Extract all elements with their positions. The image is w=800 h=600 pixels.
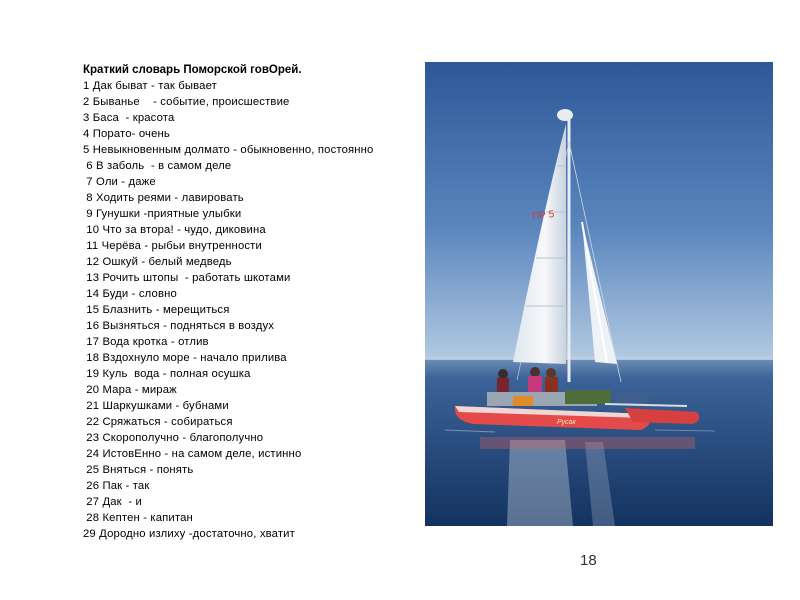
sail-reflection [507, 440, 573, 526]
masthead-float [557, 109, 573, 121]
catamaran-photo [425, 62, 773, 526]
glossary-entry: 15 Блазнить - мерещиться [83, 304, 230, 316]
crew-member [497, 378, 509, 392]
glossary-entry: 5 Невыкновенным долмато - обыкновенно, постоянно [83, 144, 374, 156]
deck-gear [565, 390, 611, 404]
glossary-entry: 21 Шаркушками - бубнами [83, 400, 229, 412]
glossary-entry: 9 Гунушки -приятные улыбки [83, 208, 242, 220]
glossary-entry: 12 Ошкуй - белый медведь [83, 256, 232, 268]
crew-member [545, 377, 558, 393]
glossary-entry: 1 Дак быват - так бывает [83, 80, 217, 92]
glossary-entry: 17 Вода кротка - отлив [83, 336, 209, 348]
deck-gear [615, 392, 649, 404]
glossary-entry: 22 Сряжаться - собираться [83, 416, 233, 428]
glossary-entry: 19 Куль вода - полная осушка [83, 368, 251, 380]
hull-name: Русак [557, 419, 576, 426]
glossary-entry: 26 Пак - так [83, 480, 150, 492]
glossary-title: Краткий словарь Поморской говОрей. [83, 64, 302, 76]
glossary-entry: 13 Рочить штопы - работать шкотами [83, 272, 291, 284]
glossary-entry: 2 Быванье - событие, происшествие [83, 96, 290, 108]
sail-number: ПР 5 [531, 209, 555, 223]
glossary-entry: 6 В заболь - в самом деле [83, 160, 232, 172]
glossary-entry: 27 Дак - и [83, 496, 143, 508]
crew-member [530, 367, 540, 377]
crew-member [498, 369, 508, 379]
glossary-entry: 23 Скорополучно - благополучно [83, 432, 264, 444]
glossary-entry: 20 Мара - мираж [83, 384, 177, 396]
glossary-entry: 29 Дородно излиху -достаточно, хватит [83, 528, 295, 540]
glossary-entry: 28 Кептен - капитан [83, 512, 193, 524]
glossary-entry: 11 Черёва - рыбьи внутренности [83, 240, 262, 252]
glossary-entry: 24 ИстовЕнно - на самом деле, истинно [83, 448, 302, 460]
glossary-entry: 25 Вняться - понять [83, 464, 194, 476]
glossary-entry: 16 Вызняться - подняться в воздух [83, 320, 275, 332]
catamaran-illustration [425, 62, 773, 526]
glossary-entry: 4 Порато- очень [83, 128, 170, 140]
crew-member [546, 368, 556, 378]
glossary-entry: 18 Вздохнуло море - начало прилива [83, 352, 287, 364]
page-number: 18 [580, 552, 597, 569]
deck-gear [513, 396, 533, 406]
glossary-entry: 3 Баса - красота [83, 112, 175, 124]
crew-member [528, 376, 542, 392]
glossary-entry: 14 Буди - словно [83, 288, 177, 300]
glossary-entry: 7 Оли - даже [83, 176, 156, 188]
glossary-entry: 10 Что за втора! - чудо, диковина [83, 224, 266, 236]
hull-reflection [480, 437, 695, 449]
glossary-entry: 8 Ходить реями - лавировать [83, 192, 244, 204]
glossary [83, 62, 423, 542]
